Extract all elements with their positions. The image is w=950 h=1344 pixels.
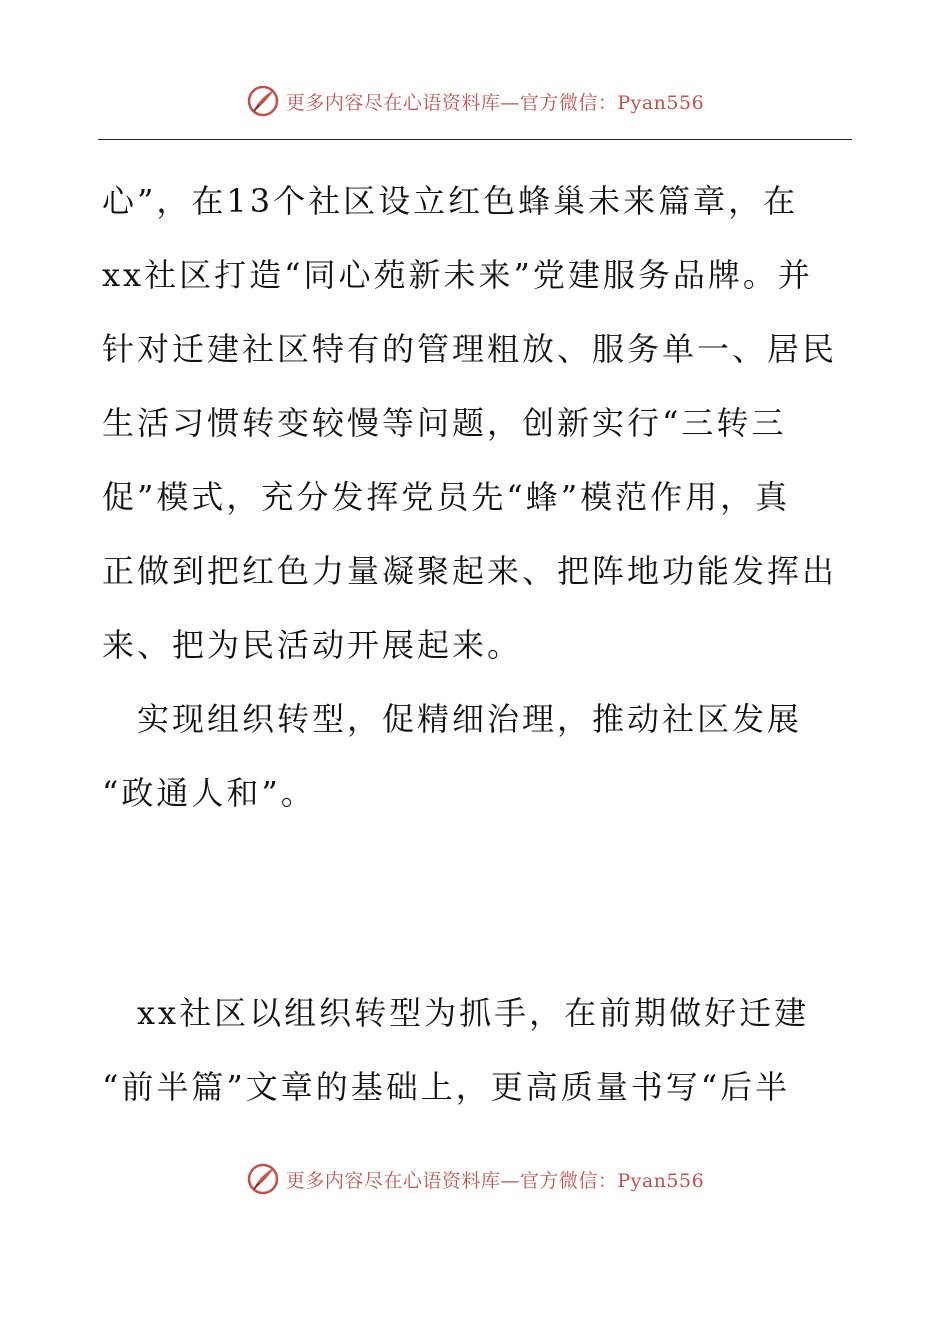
text-line: 实现组织转型，促精细治理，推动社区发展 [102, 700, 803, 738]
text-line: 促”模式，充分发挥党员先“蜂”模范作用，真 [102, 478, 791, 516]
text-line: 生活习惯转变较慢等问题，创新实行“三转三 [102, 404, 787, 442]
quill-pen-icon [246, 84, 280, 118]
text-line: “政通人和”。 [102, 774, 316, 812]
header-banner-text: 更多内容尽在心语资料库—官方微信：Pyan556 [285, 91, 705, 114]
text-line: 来、把为民活动开展起来。 [102, 626, 523, 664]
text-line: 心”，在13个社区设立红色蜂巢未来篇章，在 [102, 182, 799, 220]
paragraph-1 [102, 164, 850, 682]
paragraph-2 [102, 682, 850, 830]
text-line: xx社区打造“同心苑新未来”党建服务品牌。并 [102, 256, 813, 294]
quill-pen-icon [246, 1162, 280, 1196]
paragraph-3 [102, 976, 850, 1124]
text-line: 正做到把红色力量凝聚起来、把阵地功能发挥出 [102, 552, 838, 590]
page-header-banner [0, 84, 950, 118]
text-line: “前半篇”文章的基础上，更高质量书写“后半 [102, 1068, 791, 1106]
text-line: xx社区以组织转型为抓手，在前期做好迁建 [102, 994, 810, 1032]
footer-banner-text: 更多内容尽在心语资料库—官方微信：Pyan556 [285, 1169, 705, 1192]
header-divider [98, 139, 852, 140]
page-footer-banner [0, 1162, 950, 1196]
text-line: 针对迁建社区特有的管理粗放、服务单一、居民 [102, 330, 838, 368]
